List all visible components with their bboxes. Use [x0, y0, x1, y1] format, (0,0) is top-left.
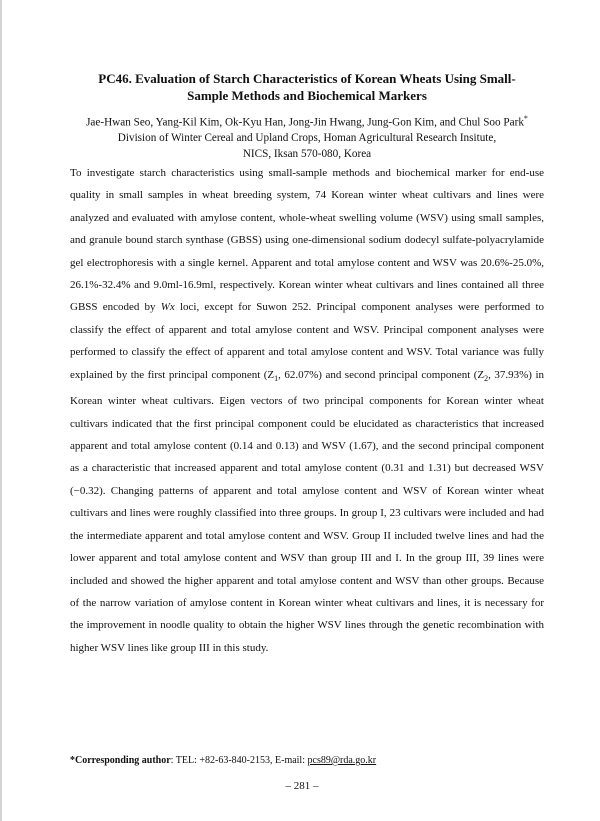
abstract-text-4: , 37.93%) in Korean winter wheat cultivars. Eigen vectors of two principal components for Korean winter wheat cultivars indicated that the first principal component could be elucidated as characteristics that increased apparent and total amylose content (0.14 and 0.13) and WSV (1.67), and the second principal component as a characteristic that increased apparent and total amylose content (0.31 and 1.31) but decreased WSV (−0.32). Changing patterns of apparent and total amylose content and WSV of Korean winter wheat cultivars and lines were roughly classified into three groups. In group I, 23 cultivars were included and had the intermediate apparent and total amylose content and WSV. Group II included twelve lines and had the lower apparent and total amylose content and WSV than group III and I. In the group III, 39 lines were included and showed the higher apparent and total amylose content and WSV than other groups. Because of the narrow variation of amylose content in Korean winter wheat cultivars and lines, it is necessary for the improvement in noodle quality to obtain the higher WSV lines through the genetic recombination with higher WSV lines like group III in this study. [70, 368, 544, 654]
footnote-label: *Corresponding author [70, 755, 171, 766]
gene-name: Wx [160, 301, 175, 314]
author-names: Jae-Hwan Seo, Yang-Kil Kim, Ok-Kyu Han, Jong-Jin Hwang, Jung-Gon Kim, and Chul Soo Park [86, 116, 524, 129]
corresponding-author-footnote [70, 754, 544, 768]
footnote-contact: : TEL: +82-63-840-2153, E-mail: [170, 755, 308, 766]
affiliation: Division of Winter Cereal and Upland Crops, Homan Agricultural Research Insitute, [117, 132, 497, 145]
address: NICS, Iksan 570-080, Korea [242, 147, 372, 160]
subscript-2: 2 [484, 373, 489, 383]
page-number: – 281 – [285, 780, 319, 792]
email-link[interactable]: pcs89@rda.go.kr [307, 755, 377, 766]
abstract-text-3: , 62.07%) and second principal component (Z [278, 368, 485, 381]
author-block [42, 111, 572, 162]
paper-title [62, 70, 552, 104]
title-line-2: Sample Methods and Biochemical Markers [187, 88, 427, 103]
abstract-paragraph [70, 162, 544, 659]
abstract-text-2: loci, except for Suwon 252. Principal component analyses were performed to classify the effect of apparent and total amylose content and WSV. Principal component analyses were performed to classify the effect of apparent and total amylose content and WSV. Total variance was fully explained by the first principal component (Z [70, 301, 544, 381]
author-list [42, 111, 572, 131]
corresponding-mark: * [523, 114, 528, 123]
abstract-text-1: To investigate starch characteristics using small-sample methods and biochemical marker for end-use quality in small samples in wheat breeding system, 74 Korean winter wheat cultivars and lines were analyzed and evaluated with amylose content, whole-wheat swelling volume (WSV) using small samples, and granule bound starch synthase (GBSS) using one-dimensional sodium dodecyl sulfate-polyacrylamide gel electrophoresis with a single kernel. Apparent and total amylose content and WSV was 20.6%-25.0%, 26.1%-32.4% and 9.0ml-16.9ml, respectively. Korean winter wheat cultivars and lines contained all three GBSS encoded by [70, 167, 544, 314]
abstract [70, 162, 544, 659]
subscript-1: 1 [274, 373, 279, 383]
title-line-1: PC46. Evaluation of Starch Characteristics of Korean Wheats Using Small- [98, 71, 516, 86]
